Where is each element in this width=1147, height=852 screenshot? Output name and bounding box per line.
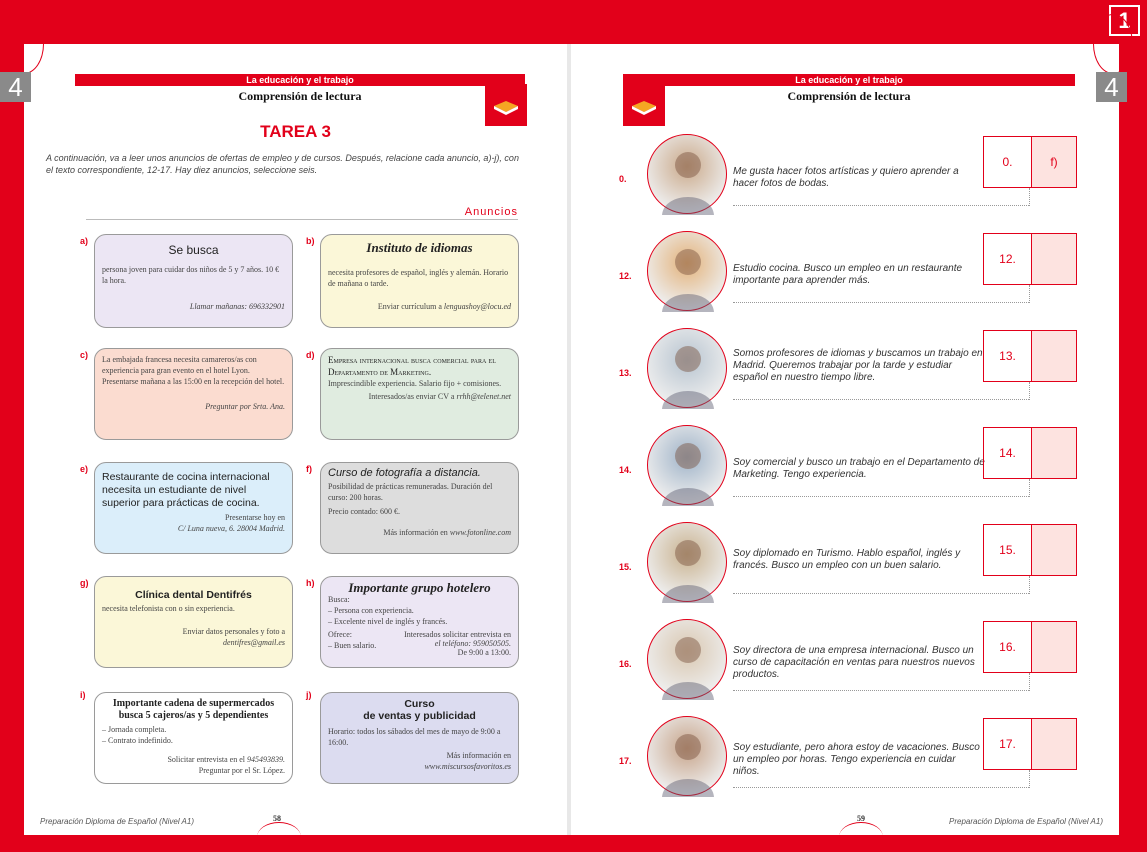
ad-title: Restaurante de cocina internacional necesita un estudiante de nivel superior para prácticas de cocina. <box>102 471 270 509</box>
answer-number: 15. <box>999 543 1016 557</box>
person-photo <box>647 522 727 602</box>
answer-field[interactable] <box>1031 622 1076 672</box>
dotted-connector <box>1029 673 1030 691</box>
ad-body: La embajada francesa necesita camareros/as con experiencia para gran evento en el hotel Lyon. Presentarse mañana a las 15:00 en la recepción del hotel. <box>102 355 285 386</box>
dotted-rule <box>733 496 1029 497</box>
statement-text: Soy comercial y busco un trabajo en el Departamento de Marketing. Tengo experiencia. <box>733 457 985 480</box>
answer-field[interactable] <box>1031 331 1076 381</box>
item-number: 17. <box>619 756 632 766</box>
unit-badge: 1 <box>1109 5 1140 36</box>
person-photo <box>647 231 727 311</box>
ad-letter: i) <box>80 690 86 700</box>
ad-letter: j) <box>306 690 312 700</box>
section-label: Anuncios <box>86 206 518 220</box>
margin-arc <box>4 14 44 74</box>
ad-title: Empresa internacional busca comercial para el Departamento de Marketing. <box>328 355 496 377</box>
item-number: 15. <box>619 562 632 572</box>
answer-number: 0. <box>1002 155 1013 169</box>
ad-e <box>94 462 293 554</box>
answer-number: 16. <box>999 640 1016 654</box>
ad-address: C/ Luna nueva, 6. 28004 Madrid. <box>177 524 285 533</box>
section-header-title: La educación y el trabajo <box>75 74 525 86</box>
ad-b <box>320 234 519 328</box>
page-number: 59 <box>857 814 865 823</box>
answer-number: 12. <box>999 252 1016 266</box>
answer-field[interactable] <box>1031 428 1076 478</box>
answer-number: 14. <box>999 446 1016 460</box>
answer-box[interactable] <box>983 233 1077 285</box>
section-header-title: La educación y el trabajo <box>623 74 1075 86</box>
page-footer: Preparación Diploma de Español (Nivel A1) <box>40 817 194 826</box>
ad-body: necesita profesores de español, inglés y alemán. Horario de mañana o tarde. <box>328 268 509 288</box>
ad-title: Importante cadena de supermercados busca 5 cajeros/as y 5 dependientes <box>112 698 275 721</box>
statement-text: Soy directora de una empresa internacional. Busco un curso de capacitación en ventas para nuestros nuevos productos. <box>733 645 975 680</box>
statement-text: Estudio cocina. Busco un empleo en un restaurante importante para aprender más. <box>733 263 963 286</box>
answer-number: 17. <box>999 737 1016 751</box>
page-footer: Preparación Diploma de Español (Nivel A1) <box>949 817 1103 826</box>
dotted-rule <box>733 690 1029 691</box>
ad-footer: Más información en <box>446 751 511 760</box>
ad-phone: el teléfono: 959050505. <box>434 639 511 648</box>
ad-body: Posibilidad de prácticas remuneradas. Duración del curso: 200 horas. <box>328 482 493 502</box>
dotted-rule <box>733 399 1029 400</box>
ad-footer-label: Interesados/as enviar CV a <box>368 392 457 401</box>
ad-letter: f) <box>306 464 312 474</box>
ad-body: Horario: todos los sábados del mes de mayo de 9:00 a 16:00. <box>328 727 501 747</box>
ad-title: Curso de fotografía a distancia. <box>328 467 481 479</box>
item-number: 12. <box>619 271 632 281</box>
book-icon <box>485 84 527 126</box>
answer-field[interactable] <box>1031 525 1076 575</box>
ad-busca: Busca: <box>328 595 350 604</box>
answer-box[interactable] <box>983 718 1077 770</box>
ad-title: Importante grupo hotelero <box>348 580 491 595</box>
task-title: TAREA 3 <box>260 122 331 141</box>
person-photo <box>647 328 727 408</box>
dotted-connector <box>1029 188 1030 206</box>
answer-field[interactable] <box>1031 234 1076 284</box>
ad-footer: Enviar datos personales y foto a <box>182 627 285 636</box>
ad-subtitle: de ventas y publicidad <box>363 710 476 722</box>
statement-text: Soy estudiante, pero ahora estoy de vacaciones. Busco un empleo por horas. Tengo experiencia en cuidar niños. <box>733 742 980 777</box>
item-number: 0. <box>619 174 627 184</box>
ad-letter: b) <box>306 236 315 246</box>
ad-req: – Persona con experiencia. <box>328 606 414 615</box>
dotted-connector <box>1029 382 1030 400</box>
page-number: 58 <box>273 814 281 823</box>
task-instructions: A continuación, va a leer unos anuncios de ofertas de empleo y de cursos. Después, relacione cada anuncio, a)-j), con el texto correspondiente, 12-17. Hay diez anuncios, seleccione seis. <box>46 153 519 175</box>
ad-footer: Presentarse hoy en <box>225 513 285 522</box>
person-photo <box>647 716 727 796</box>
dotted-connector <box>1029 285 1030 303</box>
ad-body: Imprescindible experiencia. Salario fijo + comisiones. <box>328 379 502 388</box>
ad-letter: e) <box>80 464 89 474</box>
ad-price: Precio contado: 600 €. <box>328 507 400 516</box>
ad-body: persona joven para cuidar dos niños de 5 y 7 años. 10 € la hora. <box>102 265 280 285</box>
ad-footer-web: www.miscursosfavoritos.es <box>424 762 511 771</box>
margin-arc <box>1093 14 1133 74</box>
item-number: 16. <box>619 659 632 669</box>
statement-text: Somos profesores de idiomas y buscamos un trabajo en Madrid. Queremos trabajar por la tarde y estudiar español en nuestro tiempo libre. <box>733 348 983 383</box>
ad-i <box>94 692 293 784</box>
section-header-subtitle: Comprensión de lectura <box>238 89 362 103</box>
answer-box[interactable] <box>983 427 1077 479</box>
top-banner <box>0 0 1147 46</box>
ad-footer: Preguntar por el Sr. López. <box>198 766 285 775</box>
ad-contact: Interesados solicitar entrevista en <box>404 630 511 639</box>
ad-footer-phone: 945493839. <box>247 755 285 764</box>
ad-footer-label: Más información en <box>383 528 450 537</box>
ad-g <box>94 576 293 668</box>
ad-body: necesita telefonista con o sin experiencia. <box>102 604 235 613</box>
ad-title: Instituto de idiomas <box>366 240 473 255</box>
ad-j <box>320 692 519 784</box>
ad-a <box>94 234 293 328</box>
ad-footer-label: Enviar currículum a <box>377 302 444 311</box>
ad-req: – Contrato indefinido. <box>102 736 173 745</box>
answer-field[interactable]: f) <box>1031 137 1076 187</box>
dotted-rule <box>733 593 1029 594</box>
ad-req: – Jornada completa. <box>102 725 167 734</box>
ad-footer-email: dentifres@gmail.es <box>223 638 285 647</box>
book-icon <box>623 84 665 126</box>
person-photo <box>647 619 727 699</box>
ad-letter: h) <box>306 578 315 588</box>
item-number: 13. <box>619 368 632 378</box>
answer-box[interactable] <box>983 330 1077 382</box>
right-page <box>571 44 1119 835</box>
ad-footer-email: rrhh@telenet.net <box>456 392 511 401</box>
ad-letter: d) <box>306 350 315 360</box>
section-header-subtitle: Comprensión de lectura <box>787 89 911 103</box>
ad-letter: a) <box>80 236 89 246</box>
page-number-arc <box>839 822 883 852</box>
ad-ofrece: Ofrece: <box>328 630 352 639</box>
answer-box[interactable] <box>983 136 1077 188</box>
answer-number: 13. <box>999 349 1016 363</box>
dotted-rule <box>733 302 1029 303</box>
ad-footer: Llamar mañanas: 696332901 <box>189 302 285 311</box>
statement-text: Me gusta hacer fotos artísticas y quiero aprender a hacer fotos de bodas. <box>733 166 959 189</box>
ad-f <box>320 462 519 554</box>
ad-footer-email: lenguashoy@locu.ed <box>443 302 511 311</box>
page-number-arc <box>257 822 301 852</box>
ad-footer: Preguntar por Srta. Ana. <box>205 402 285 411</box>
chapter-number: 4 <box>0 72 31 102</box>
person-photo <box>647 425 727 505</box>
ad-req: – Excelente nivel de inglés y francés. <box>328 617 448 626</box>
dotted-connector <box>1029 576 1030 594</box>
ad-hours: De 9:00 a 13:00. <box>457 648 511 657</box>
ad-footer-label: Solicitar entrevista en el <box>167 755 247 764</box>
dotted-connector <box>1029 770 1030 788</box>
dotted-rule <box>733 205 1029 206</box>
ad-d <box>320 348 519 440</box>
ad-title: Curso <box>404 698 435 710</box>
answer-box[interactable] <box>983 524 1077 576</box>
ad-letter: g) <box>80 578 89 588</box>
statement-text: Soy diplomado en Turismo. Hablo español, inglés y francés. Busco un empleo con un buen salario. <box>733 548 961 571</box>
ad-c <box>94 348 293 440</box>
ad-h <box>320 576 519 668</box>
item-number: 14. <box>619 465 632 475</box>
ad-letter: c) <box>80 350 89 360</box>
ad-ofrece-item: – Buen salario. <box>328 641 377 650</box>
ad-footer-web: www.fotonline.com <box>449 528 511 537</box>
answer-box[interactable] <box>983 621 1077 673</box>
dotted-connector <box>1029 479 1030 497</box>
chapter-number: 4 <box>1096 72 1127 102</box>
dotted-rule <box>733 787 1029 788</box>
person-photo <box>647 134 727 214</box>
ad-title: Se busca <box>168 243 219 257</box>
answer-field[interactable] <box>1031 719 1076 769</box>
left-page <box>8 44 567 835</box>
ad-title: Clínica dental Dentifrés <box>135 589 252 601</box>
